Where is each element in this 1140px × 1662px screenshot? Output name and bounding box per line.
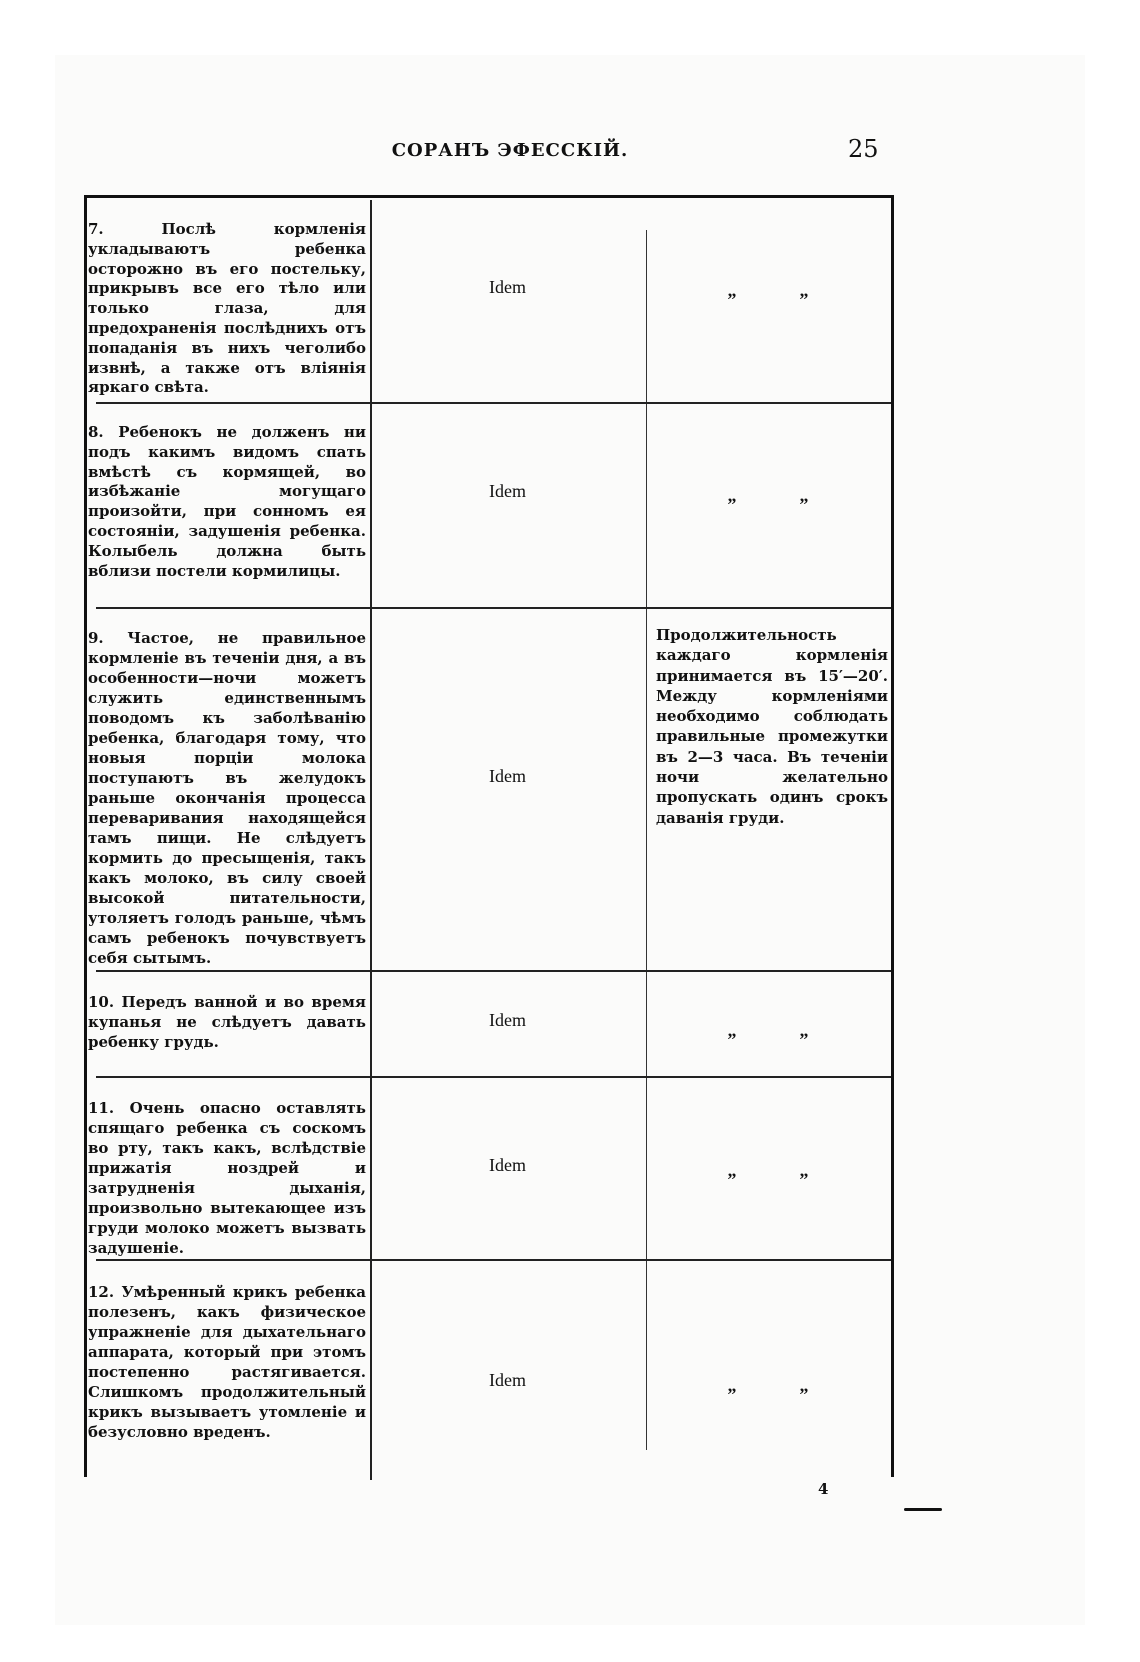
rule-7-text: 7. Послѣ кормленія укладываютъ ребенка осторожно въ его постельку, прикрывъ все его тѣло или только глаза, для предохраненія послѣднихъ отъ попаданія въ нихъ чеголибо извнѣ, а также отъ вліянія яркаго свѣта. [88, 220, 366, 397]
rule-7-ditto-2: „ [799, 280, 809, 300]
row-rule-5 [96, 1259, 891, 1261]
column-rule-1 [370, 200, 372, 1480]
row-rule-3 [96, 970, 891, 972]
rule-9-note: Продолжительность каждаго кормленія принимается въ 15′—20′. Между кормленіями необходимо соблюдать правильные промежутки въ 2—3 часа. Въ теченіи ночи желательно пропускать одинъ срокъ даванія груди. [656, 626, 888, 827]
row-rule-1 [96, 402, 891, 404]
signature-mark: 4 [818, 1480, 829, 1498]
rule-11-ditto-2: „ [799, 1160, 809, 1180]
rule-12-ditto-2: „ [799, 1375, 809, 1395]
rule-9-idem: Idem [489, 766, 526, 786]
rule-8-ditto-2: „ [799, 485, 809, 505]
row-rule-2 [96, 607, 891, 609]
rule-12-ditto-1: „ [727, 1375, 737, 1395]
ink-dash-mark [904, 1508, 942, 1511]
rule-7-idem: Idem [489, 277, 526, 297]
rule-8-ditto-1: „ [727, 485, 737, 505]
rule-11-ditto-1: „ [727, 1160, 737, 1180]
rule-11-idem: Idem [489, 1155, 526, 1175]
column-rule-2 [646, 230, 647, 1450]
table-top-border [84, 195, 894, 198]
rule-7-ditto-1: „ [727, 280, 737, 300]
rule-9-text: 9. Частое, не правильное кормленіе въ теченіи дня, а въ особенности—ночи можетъ служить единственнымъ поводомъ къ заболѣванію ребенка, благодаря тому, что новыя порціи молока поступаютъ въ желудокъ раньше окончанія процесса переваривания находящейся тамъ пищи. Не слѣдуетъ кормить до пресыщенія, такъ какъ молоко, въ силу своей высокой питательности, утоляетъ голодъ раньше, чѣмъ самъ ребенокъ почувствуетъ себя сытымъ. [88, 629, 366, 967]
rule-8-idem: Idem [489, 481, 526, 501]
page-number: 25 [848, 135, 879, 163]
rule-10-text: 10. Передъ ванной и во время купанья не слѣдуетъ давать ребенку грудь. [88, 993, 366, 1051]
table-right-border [891, 195, 894, 1477]
table-left-border [84, 195, 87, 1477]
rule-8-text: 8. Ребенокъ не долженъ ни подъ какимъ видомъ спать вмѣстѣ съ кормящей, во избѣжаніе могущаго произойти, при сонномъ ея состояніи, задушенія ребенка. Колыбель должна быть вблизи постели кормилицы. [88, 423, 366, 580]
row-rule-4 [96, 1076, 891, 1078]
rule-12-idem: Idem [489, 1370, 526, 1390]
rule-11-text: 11. Очень опасно оставлять спящаго ребенка съ соскомъ во рту, такъ какъ, вслѣдствіе прижатія ноздрей и затрудненія дыханія, произвольно вытекающее изъ груди молоко можетъ вызвать задушеніе. [88, 1099, 366, 1257]
rule-10-ditto-2: „ [799, 1020, 809, 1040]
rule-12-text: 12. Умѣренный крикъ ребенка полезенъ, какъ физическое упражненіе для дыхательнаго аппарата, который при этомъ постепенно растягивается. Слишкомъ продолжительный крикъ вызываетъ утомленіе и безусловно вреденъ. [88, 1283, 366, 1441]
running-title: СОРАНЪ ЭФЕССКІЙ. [391, 140, 629, 161]
rule-10-ditto-1: „ [727, 1020, 737, 1040]
rule-10-idem: Idem [489, 1010, 526, 1030]
